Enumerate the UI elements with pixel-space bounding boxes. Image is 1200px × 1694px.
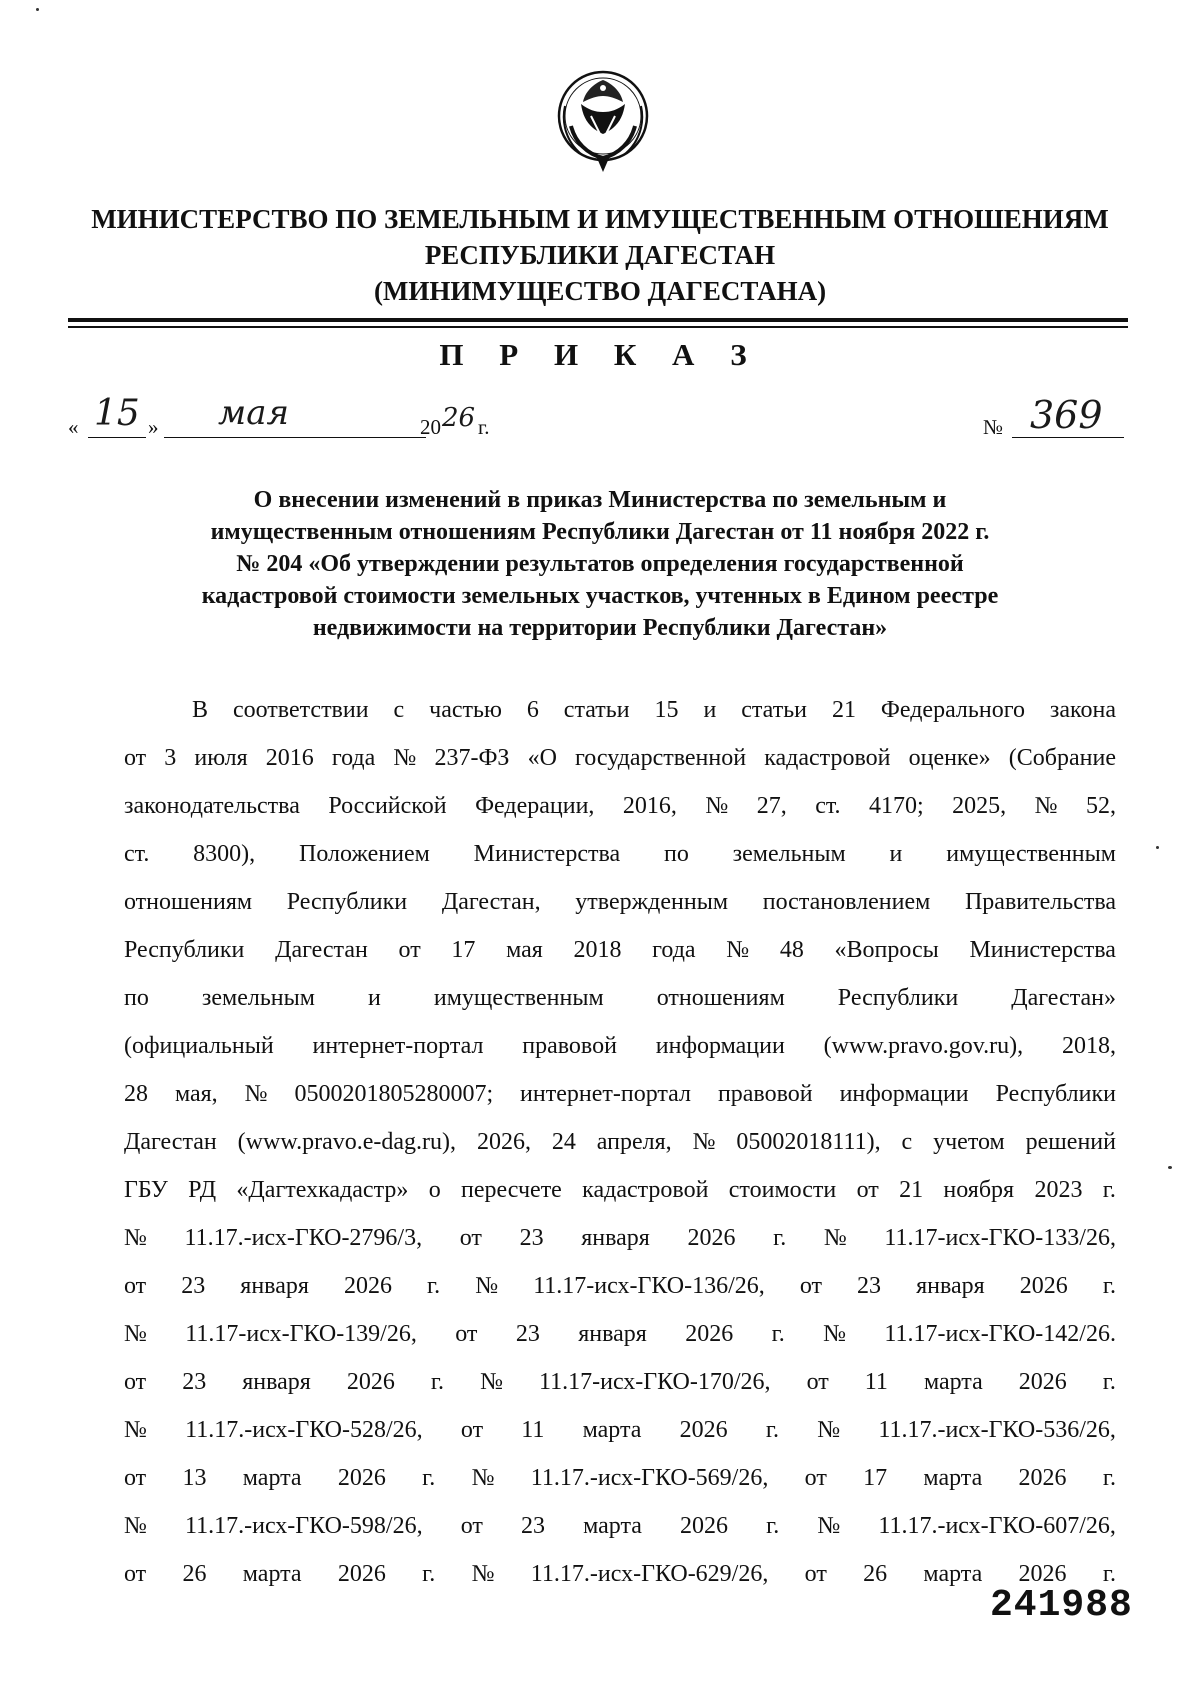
header-rule-thick [68, 318, 1128, 322]
body-line: (официальный интернет-портал правовой информации (www.pravo.gov.ru), 2018, [124, 1033, 1116, 1059]
body-line: от 23 января 2026 г. № 11.17-исх-ГКО-170/26, от 11 марта 2026 г. [124, 1369, 1116, 1395]
body-line: законодательства Российской Федерации, 2016, № 27, ст. 4170; 2025, № 52, [124, 793, 1116, 819]
order-number-label: № [983, 415, 1004, 439]
scan-speck [36, 8, 39, 11]
order-year-handwritten: 26 [442, 403, 476, 433]
document-id: 241988 [990, 1584, 1133, 1627]
date-quote-close: » [148, 415, 159, 439]
body-line: № 11.17-исх-ГКО-139/26, от 23 января 2026 г. № 11.17-исх-ГКО-142/26. [124, 1321, 1116, 1347]
body-line: ст. 8300), Положением Министерства по земельным и имущественным [124, 841, 1116, 867]
dagestan-coat-of-arms-icon [551, 66, 655, 176]
ministry-title-line-1: МИНИСТЕРСТВО ПО ЗЕМЕЛЬНЫМ И ИМУЩЕСТВЕННЫМ ОТНОШЕНИЯМ [91, 204, 1109, 234]
order-title: П Р И К А З [439, 337, 761, 372]
body-line: от 26 марта 2026 г. № 11.17.-исх-ГКО-629/26, от 26 марта 2026 г. [124, 1561, 1116, 1587]
date-quote-open: « [68, 415, 79, 439]
body-line: В соответствии с частью 6 статьи 15 и статьи 21 Федерального закона [192, 697, 1116, 723]
year-end: г. [478, 415, 490, 439]
day-underline [88, 437, 146, 438]
order-subject [120, 484, 1080, 644]
body-line: 28 мая, № 0500201805280007; интернет-портал правовой информации Республики [124, 1081, 1116, 1107]
order-date-row [68, 393, 1128, 443]
ministry-title [60, 201, 1140, 309]
body-line: от 3 июля 2016 года № 237-ФЗ «О государственной кадастровой оценке» (Собрание [124, 745, 1116, 771]
body-line: Дагестан (www.pravo.e-dag.ru), 2026, 24 апреля, № 05002018111), с учетом решений [124, 1129, 1116, 1155]
body-line: № 11.17.-исх-ГКО-2796/3, от 23 января 2026 г. № 11.17-исх-ГКО-133/26, [124, 1225, 1116, 1251]
order-month-handwritten: мая [218, 393, 289, 433]
subject-line-2: имущественным отношениям Республики Дагестан от 11 ноября 2022 г. [210, 519, 990, 545]
subject-line-1: О внесении изменений в приказ Министерства по земельным и [253, 487, 947, 513]
header-rule-thin [68, 326, 1128, 328]
body-line: по земельным и имущественным отношениям Республики Дагестан» [124, 985, 1116, 1011]
body-line: от 23 января 2026 г. № 11.17-исх-ГКО-136/26, от 23 января 2026 г. [124, 1273, 1116, 1299]
subject-line-5: недвижимости на территории Республики Дагестан» [312, 615, 888, 641]
order-number-handwritten: 369 [1030, 393, 1103, 437]
scan-speck [1156, 846, 1159, 849]
year-prefix: 20 [420, 415, 441, 439]
body-line: от 13 марта 2026 г. № 11.17.-исх-ГКО-569/26, от 17 марта 2026 г. [124, 1465, 1116, 1491]
scan-speck [1168, 1166, 1172, 1169]
body-line: № 11.17.-исх-ГКО-598/26, от 23 марта 2026 г. № 11.17.-исх-ГКО-607/26, [124, 1513, 1116, 1539]
body-line: № 11.17.-исх-ГКО-528/26, от 11 марта 2026 г. № 11.17.-исх-ГКО-536/26, [124, 1417, 1116, 1443]
subject-line-3: № 204 «Об утверждении результатов определения государственной [236, 551, 964, 577]
ministry-title-line-2: РЕСПУБЛИКИ ДАГЕСТАН [424, 240, 776, 270]
order-body [124, 686, 1116, 1598]
number-underline [1012, 437, 1124, 438]
subject-line-4: кадастровой стоимости земельных участков, учтенных в Едином реестре [201, 583, 999, 609]
order-day-handwritten: 15 [94, 393, 140, 434]
body-line: Республики Дагестан от 17 мая 2018 года № 48 «Вопросы Министерства [124, 937, 1116, 963]
body-line: отношениям Республики Дагестан, утвержденным постановлением Правительства [124, 889, 1116, 915]
ministry-title-line-3: (МИНИМУЩЕСТВО ДАГЕСТАНА) [373, 276, 827, 306]
month-underline [164, 437, 426, 438]
body-line: ГБУ РД «Дагтехкадастр» о пересчете кадастровой стоимости от 21 ноября 2023 г. [124, 1177, 1116, 1203]
